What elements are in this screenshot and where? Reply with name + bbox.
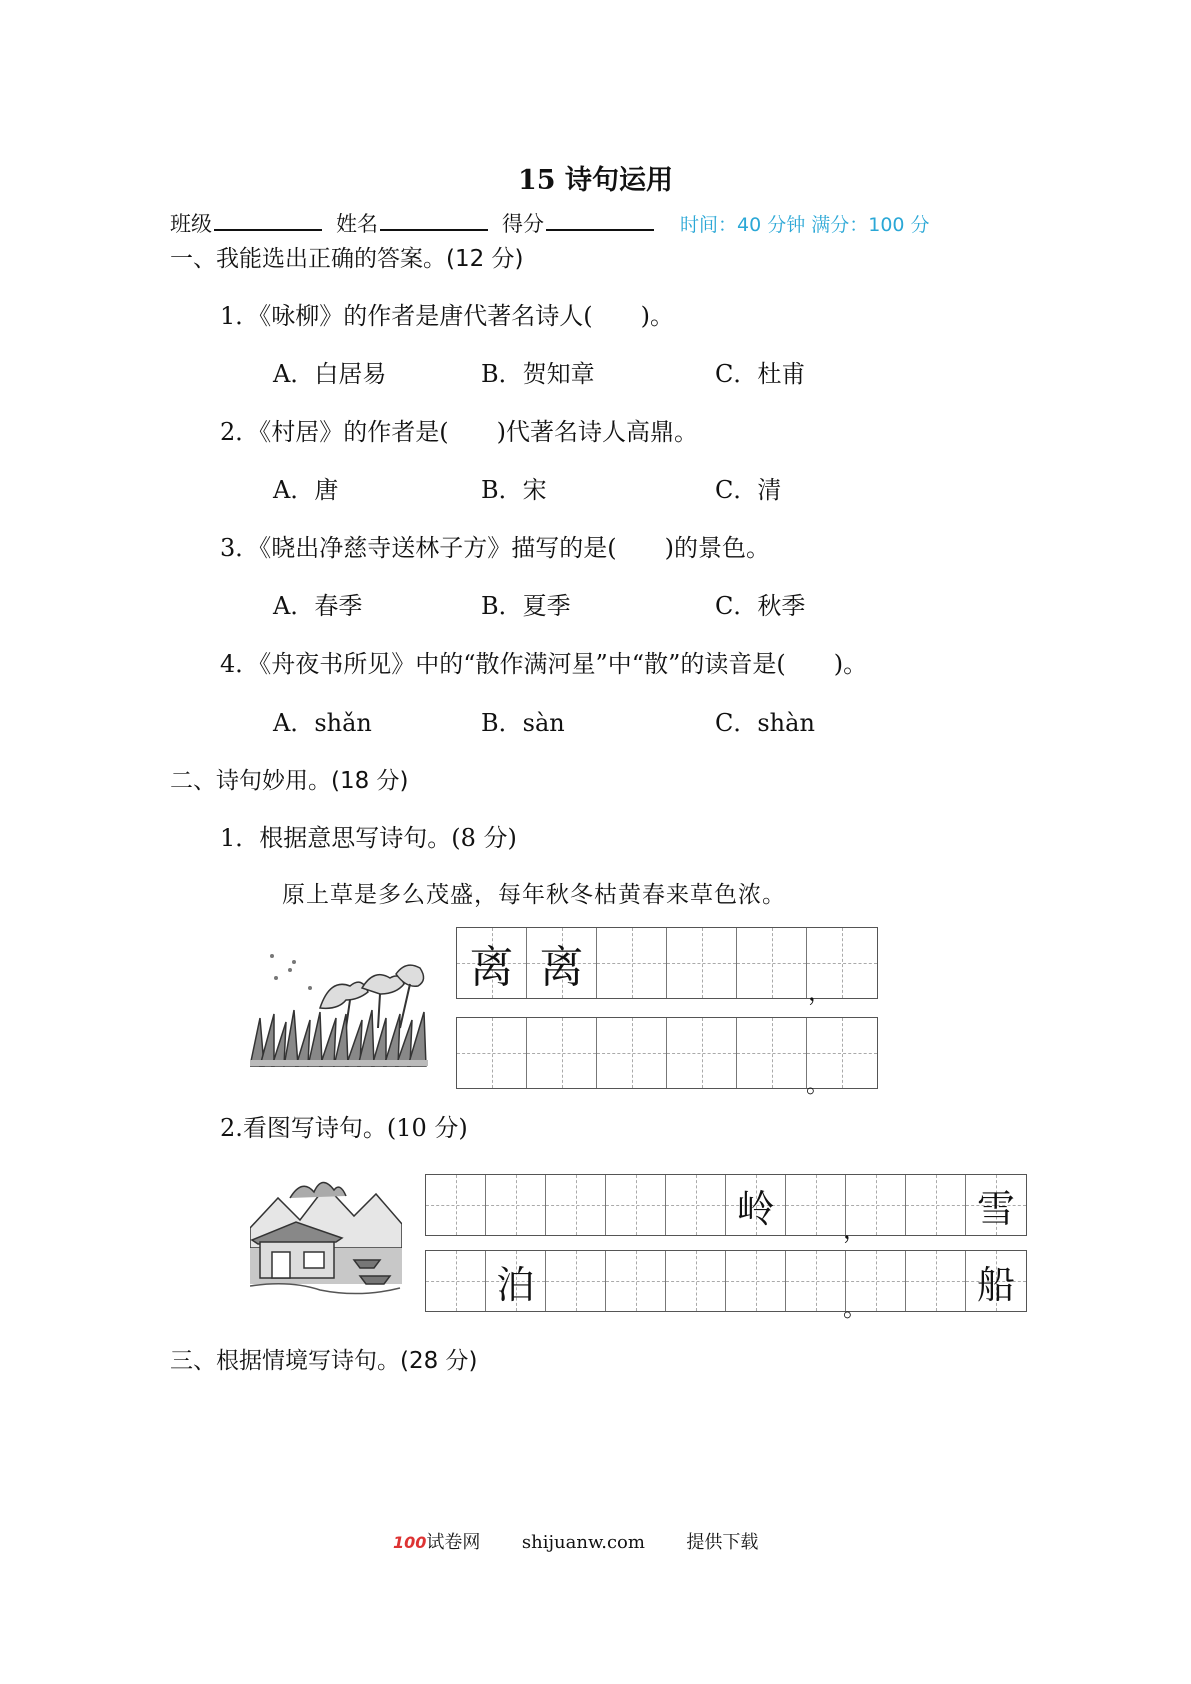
grid-cell[interactable] <box>527 1018 597 1088</box>
q1-option-b[interactable]: B．贺知章 <box>481 360 595 388</box>
q2-option-c[interactable]: C．清 <box>715 476 782 504</box>
grid-cell[interactable] <box>786 1251 846 1311</box>
score-field <box>502 208 654 238</box>
grid-char <box>486 1175 545 1235</box>
grid-cell[interactable] <box>606 1175 666 1235</box>
grid-char <box>546 1251 605 1311</box>
grid-cell[interactable] <box>606 1251 666 1311</box>
grid-cell[interactable] <box>457 928 527 998</box>
grid-cell[interactable] <box>666 1175 726 1235</box>
score-blank[interactable] <box>546 209 654 231</box>
grid-char <box>737 928 806 998</box>
row-end-comma: ， <box>808 978 832 1006</box>
time-info: 时间：40 分钟 满分：100 分 <box>680 214 930 236</box>
section2-q2: 2.看图写诗句。(10 分) <box>220 1114 468 1142</box>
grid-char <box>527 1018 596 1088</box>
grid-cell[interactable] <box>737 928 807 998</box>
grid-char <box>426 1251 485 1311</box>
grid-char <box>906 1175 965 1235</box>
q2-option-a[interactable]: A．唐 <box>273 476 339 504</box>
class-blank[interactable] <box>214 209 322 231</box>
grid-cell[interactable] <box>726 1251 786 1311</box>
grid-char <box>786 1175 845 1235</box>
grid-cell[interactable] <box>737 1018 807 1088</box>
grid-char <box>807 928 877 998</box>
grid-cell[interactable] <box>726 1175 786 1235</box>
q4-option-a[interactable]: A．shǎn <box>273 709 372 737</box>
grid-char: 离 <box>539 942 584 993</box>
grid-char: 离 <box>469 942 514 993</box>
grid-cell[interactable] <box>667 1018 737 1088</box>
grid-char <box>807 1018 877 1088</box>
q3-option-a[interactable]: A．春季 <box>273 592 363 620</box>
name-blank[interactable] <box>380 209 488 231</box>
grid-char <box>667 1018 736 1088</box>
grid-char <box>546 1175 605 1235</box>
row-end-period: 。 <box>806 1070 830 1098</box>
grid-char <box>846 1251 905 1311</box>
grid-cell[interactable] <box>906 1175 966 1235</box>
grid-cell[interactable] <box>906 1251 966 1311</box>
q4-option-b[interactable]: B．sàn <box>481 709 565 737</box>
q1-option-a[interactable]: A．白居易 <box>273 360 387 388</box>
grid-char: 泊 <box>496 1262 535 1307</box>
grid-cell[interactable] <box>457 1018 527 1088</box>
grid-char <box>597 928 666 998</box>
q1-option-c[interactable]: C．杜甫 <box>715 360 806 388</box>
q2-grid-row-1 <box>425 1174 1027 1236</box>
grid-cell[interactable] <box>966 1251 1026 1311</box>
footer <box>393 1528 758 1554</box>
site-url[interactable]: shijuanw.com <box>521 1532 645 1553</box>
grid-cell[interactable] <box>846 1251 906 1311</box>
grid-char <box>667 928 736 998</box>
grid-cell[interactable] <box>546 1175 606 1235</box>
section2-q1: 1．根据意思写诗句。(8 分) <box>220 824 517 852</box>
section3-heading: 三、根据情境写诗句。(28 分) <box>170 1348 478 1374</box>
grid-char <box>597 1018 666 1088</box>
question-4: 4．《舟夜书所见》中的“散作满河星”中“散”的读音是( )。 <box>220 650 868 678</box>
name-label: 姓名 <box>336 212 378 236</box>
grid-cell[interactable] <box>667 928 737 998</box>
poem-meaning: 原上草是多么茂盛，每年秋冬枯黄春来草色浓。 <box>282 882 786 908</box>
q3-option-b[interactable]: B．夏季 <box>481 592 571 620</box>
grid-cell[interactable] <box>597 1018 667 1088</box>
question-1: 1．《咏柳》的作者是唐代著名诗人( )。 <box>220 302 674 330</box>
site-logo: 100 <box>393 1533 427 1552</box>
question-3: 3．《晓出净慈寺送林子方》描写的是( )的景色。 <box>220 534 770 562</box>
grid-char <box>457 1018 526 1088</box>
grid-cell[interactable] <box>666 1251 726 1311</box>
grid-char <box>426 1175 485 1235</box>
grid-cell[interactable] <box>786 1175 846 1235</box>
grid-cell[interactable] <box>846 1175 906 1235</box>
grid-char <box>726 1251 785 1311</box>
row-end-comma: ， <box>843 1216 867 1244</box>
grid-cell[interactable] <box>527 928 597 998</box>
grid-char <box>606 1175 665 1235</box>
section2-heading: 二、诗句妙用。(18 分) <box>170 768 409 794</box>
q4-option-c[interactable]: C．shàn <box>715 709 815 737</box>
grid-cell[interactable] <box>486 1175 546 1235</box>
question-2: 2．《村居》的作者是( )代著名诗人高鼎。 <box>220 418 698 446</box>
q2-grid-row-2 <box>425 1250 1027 1312</box>
grid-cell[interactable] <box>426 1251 486 1311</box>
name-field <box>336 208 488 238</box>
grid-cell[interactable] <box>426 1175 486 1235</box>
grid-char: 船 <box>976 1262 1015 1307</box>
grid-char: 雪 <box>976 1186 1015 1231</box>
section1-heading: 一、我能选出正确的答案。(12 分) <box>170 246 524 272</box>
grid-char <box>906 1251 965 1311</box>
page-title: 15 诗句运用 <box>518 165 673 196</box>
score-label: 得分 <box>502 212 544 236</box>
q1-grid-row-1 <box>456 927 878 999</box>
grid-char <box>846 1175 905 1235</box>
grid-cell[interactable] <box>966 1175 1026 1235</box>
q2-option-b[interactable]: B．宋 <box>481 476 547 504</box>
site-name: 试卷网 <box>426 1532 481 1553</box>
grid-cell[interactable] <box>807 928 877 998</box>
landscape-illustration <box>250 1168 402 1298</box>
grass-illustration <box>250 948 430 1068</box>
grid-char <box>606 1251 665 1311</box>
row-end-period: 。 <box>843 1294 867 1322</box>
download-note: 提供下载 <box>686 1532 759 1553</box>
grid-cell[interactable] <box>546 1251 606 1311</box>
class-label: 班级 <box>170 212 212 236</box>
grid-char <box>666 1251 725 1311</box>
class-field <box>170 208 322 238</box>
q3-option-c[interactable]: C．秋季 <box>715 592 806 620</box>
grid-cell[interactable] <box>486 1251 546 1311</box>
grid-cell[interactable] <box>597 928 667 998</box>
grid-char <box>737 1018 806 1088</box>
grid-char: 岭 <box>736 1186 775 1231</box>
grid-char <box>666 1175 725 1235</box>
grid-char <box>786 1251 845 1311</box>
grid-cell[interactable] <box>807 1018 877 1088</box>
q1-grid-row-2 <box>456 1017 878 1089</box>
